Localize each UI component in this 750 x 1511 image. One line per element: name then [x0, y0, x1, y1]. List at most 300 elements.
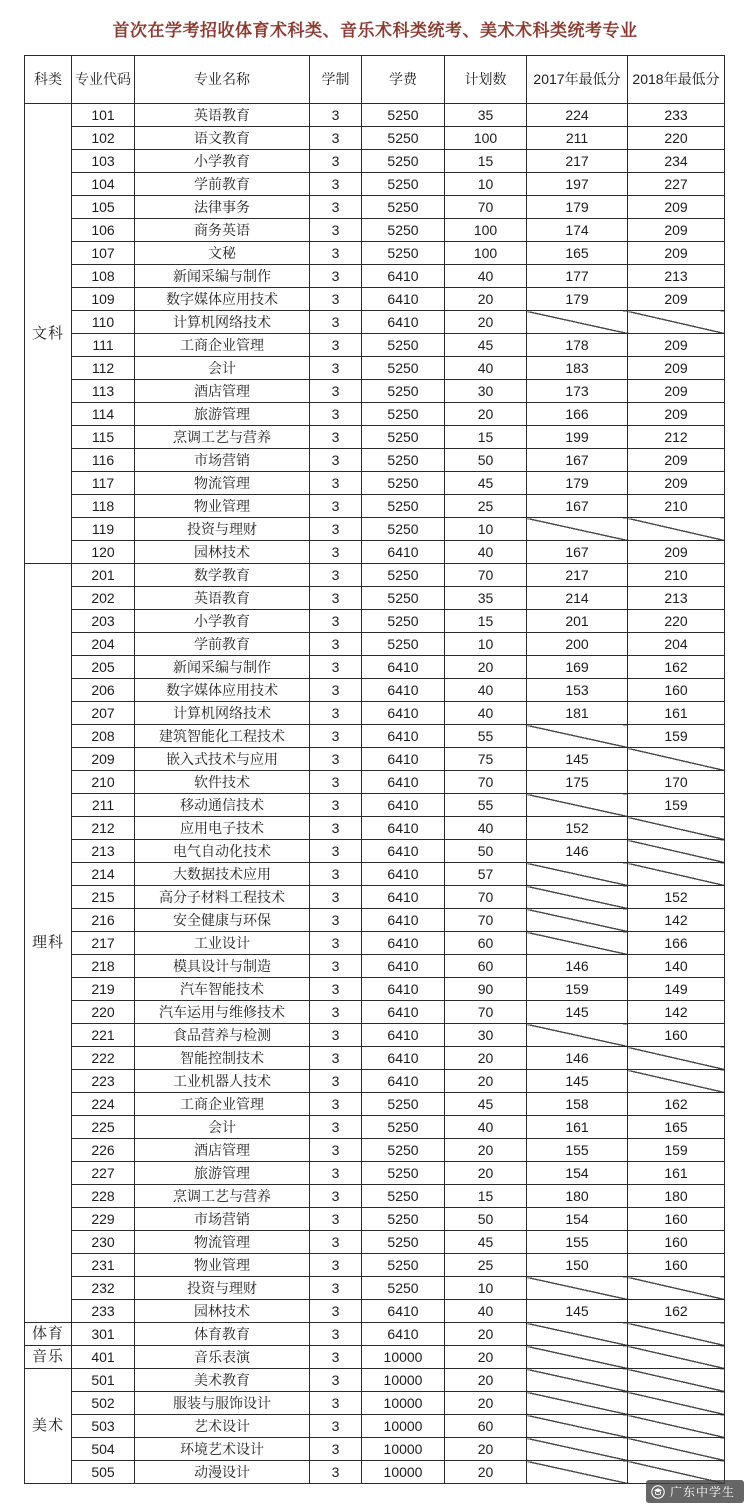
cell-tuition: 5250 [362, 633, 445, 656]
cell-plan: 40 [445, 679, 527, 702]
cell-duration: 3 [310, 1185, 362, 1208]
cell-name: 物流管理 [135, 1231, 310, 1254]
cell-name: 高分子材料工程技术 [135, 886, 310, 909]
cell-code: 218 [72, 955, 135, 978]
table-row [25, 610, 725, 633]
cell-score-2018 [628, 1392, 725, 1415]
cell-duration: 3 [310, 1415, 362, 1438]
cell-score-2018 [628, 1323, 725, 1346]
table-row [25, 1162, 725, 1185]
table-row [25, 725, 725, 748]
cell-name: 旅游管理 [135, 1162, 310, 1185]
cell-name: 酒店管理 [135, 380, 310, 403]
cell-tuition: 10000 [362, 1438, 445, 1461]
table-row [25, 449, 725, 472]
cell-duration: 3 [310, 472, 362, 495]
cell-score-2018: 209 [628, 541, 725, 564]
cell-code: 222 [72, 1047, 135, 1070]
cell-score-2018: 162 [628, 1300, 725, 1323]
cell-tuition: 6410 [362, 909, 445, 932]
table-row [25, 518, 725, 541]
cell-code: 109 [72, 288, 135, 311]
table-row [25, 748, 725, 771]
cell-score-2017 [527, 518, 628, 541]
cell-duration: 3 [310, 817, 362, 840]
cell-tuition: 5250 [362, 334, 445, 357]
table-row [25, 357, 725, 380]
cell-score-2018 [628, 1346, 725, 1369]
cell-name: 数字媒体应用技术 [135, 679, 310, 702]
column-header-name: 专业名称 [135, 56, 310, 104]
cell-score-2018: 210 [628, 564, 725, 587]
cell-score-2018: 160 [628, 1024, 725, 1047]
cell-score-2017: 211 [527, 127, 628, 150]
cell-plan: 90 [445, 978, 527, 1001]
cell-plan: 40 [445, 702, 527, 725]
cell-score-2018: 220 [628, 127, 725, 150]
cell-tuition: 6410 [362, 265, 445, 288]
cell-code: 232 [72, 1277, 135, 1300]
cell-score-2018: 160 [628, 679, 725, 702]
cell-score-2017: 197 [527, 173, 628, 196]
cell-score-2017: 224 [527, 104, 628, 127]
cell-score-2018: 209 [628, 196, 725, 219]
cell-duration: 3 [310, 978, 362, 1001]
cell-score-2018: 142 [628, 1001, 725, 1024]
cell-code: 226 [72, 1139, 135, 1162]
cell-plan: 35 [445, 104, 527, 127]
cell-score-2017: 145 [527, 748, 628, 771]
cell-code: 401 [72, 1346, 135, 1369]
cell-duration: 3 [310, 1323, 362, 1346]
cell-code: 210 [72, 771, 135, 794]
cell-duration: 3 [310, 886, 362, 909]
cell-name: 法律事务 [135, 196, 310, 219]
cell-tuition: 5250 [362, 587, 445, 610]
cell-score-2018 [628, 840, 725, 863]
cell-plan: 20 [445, 1369, 527, 1392]
cell-plan: 10 [445, 518, 527, 541]
table-row [25, 472, 725, 495]
cell-name: 物流管理 [135, 472, 310, 495]
cell-plan: 45 [445, 1231, 527, 1254]
table-row [25, 1047, 725, 1070]
table-row [25, 771, 725, 794]
cell-score-2017: 167 [527, 541, 628, 564]
cell-tuition: 6410 [362, 817, 445, 840]
cell-duration: 3 [310, 771, 362, 794]
cell-tuition: 6410 [362, 541, 445, 564]
cell-score-2018: 142 [628, 909, 725, 932]
cell-score-2017: 179 [527, 288, 628, 311]
cell-plan: 20 [445, 1139, 527, 1162]
cell-name: 市场营销 [135, 1208, 310, 1231]
cell-code: 202 [72, 587, 135, 610]
cell-tuition: 6410 [362, 288, 445, 311]
cell-plan: 20 [445, 288, 527, 311]
cell-plan: 70 [445, 1001, 527, 1024]
cell-score-2018: 209 [628, 380, 725, 403]
cell-code: 103 [72, 150, 135, 173]
cell-score-2017: 214 [527, 587, 628, 610]
cell-tuition: 6410 [362, 1024, 445, 1047]
cell-score-2017: 166 [527, 403, 628, 426]
cell-plan: 15 [445, 610, 527, 633]
cell-score-2018: 209 [628, 449, 725, 472]
cell-code: 504 [72, 1438, 135, 1461]
cell-duration: 3 [310, 679, 362, 702]
cell-tuition: 6410 [362, 748, 445, 771]
cell-plan: 100 [445, 219, 527, 242]
cell-plan: 55 [445, 725, 527, 748]
cell-tuition: 5250 [362, 564, 445, 587]
table-row [25, 1231, 725, 1254]
cell-duration: 3 [310, 564, 362, 587]
cell-score-2017 [527, 863, 628, 886]
cell-score-2017 [527, 932, 628, 955]
cell-plan: 20 [445, 1323, 527, 1346]
cell-code: 214 [72, 863, 135, 886]
cell-score-2017 [527, 1323, 628, 1346]
cell-score-2017: 177 [527, 265, 628, 288]
cell-name: 计算机网络技术 [135, 702, 310, 725]
cell-duration: 3 [310, 1162, 362, 1185]
cell-duration: 3 [310, 1254, 362, 1277]
cell-score-2018: 209 [628, 403, 725, 426]
cell-plan: 70 [445, 564, 527, 587]
table-row [25, 1185, 725, 1208]
table-row [25, 909, 725, 932]
cell-duration: 3 [310, 587, 362, 610]
cell-name: 安全健康与环保 [135, 909, 310, 932]
cell-code: 207 [72, 702, 135, 725]
cell-code: 116 [72, 449, 135, 472]
cell-code: 112 [72, 357, 135, 380]
cell-code: 106 [72, 219, 135, 242]
cell-score-2018: 165 [628, 1116, 725, 1139]
cell-plan: 20 [445, 1438, 527, 1461]
cell-tuition: 6410 [362, 1323, 445, 1346]
table-row [25, 495, 725, 518]
cell-code: 111 [72, 334, 135, 357]
cell-code: 225 [72, 1116, 135, 1139]
cell-score-2017 [527, 1438, 628, 1461]
cell-name: 计算机网络技术 [135, 311, 310, 334]
cell-plan: 20 [445, 1047, 527, 1070]
cell-duration: 3 [310, 173, 362, 196]
table-row [25, 633, 725, 656]
cell-plan: 45 [445, 1093, 527, 1116]
cell-score-2018: 159 [628, 725, 725, 748]
table-row [25, 1323, 725, 1346]
cell-duration: 3 [310, 1070, 362, 1093]
cell-name: 嵌入式技术与应用 [135, 748, 310, 771]
cell-score-2017: 153 [527, 679, 628, 702]
cell-duration: 3 [310, 1300, 362, 1323]
cell-score-2018 [628, 518, 725, 541]
cell-plan: 20 [445, 1392, 527, 1415]
cell-plan: 45 [445, 472, 527, 495]
cell-tuition: 5250 [362, 1208, 445, 1231]
table-row [25, 863, 725, 886]
cell-tuition: 5250 [362, 1277, 445, 1300]
cell-plan: 60 [445, 932, 527, 955]
cell-score-2018: 160 [628, 1208, 725, 1231]
cell-code: 213 [72, 840, 135, 863]
cell-score-2017: 181 [527, 702, 628, 725]
cell-score-2018: 209 [628, 288, 725, 311]
cell-name: 艺术设计 [135, 1415, 310, 1438]
cell-code: 104 [72, 173, 135, 196]
cell-score-2017: 217 [527, 150, 628, 173]
table-row [25, 955, 725, 978]
cell-tuition: 5250 [362, 196, 445, 219]
cell-code: 120 [72, 541, 135, 564]
cell-code: 230 [72, 1231, 135, 1254]
table-row [25, 380, 725, 403]
cell-name: 小学教育 [135, 150, 310, 173]
table-row [25, 1116, 725, 1139]
cell-score-2017: 173 [527, 380, 628, 403]
cell-code: 118 [72, 495, 135, 518]
cell-plan: 50 [445, 1208, 527, 1231]
cell-tuition: 6410 [362, 1300, 445, 1323]
cell-score-2017: 183 [527, 357, 628, 380]
table-row [25, 127, 725, 150]
cell-tuition: 6410 [362, 886, 445, 909]
cell-score-2018: 152 [628, 886, 725, 909]
cell-name: 新闻采编与制作 [135, 656, 310, 679]
cell-code: 201 [72, 564, 135, 587]
cell-name: 市场营销 [135, 449, 310, 472]
table-body [25, 104, 725, 1484]
cell-plan: 75 [445, 748, 527, 771]
column-header-tuition: 学费 [362, 56, 445, 104]
cell-code: 203 [72, 610, 135, 633]
cell-score-2018: 160 [628, 1254, 725, 1277]
cell-code: 212 [72, 817, 135, 840]
header-row [25, 56, 725, 104]
cell-tuition: 5250 [362, 173, 445, 196]
cell-score-2017 [527, 1277, 628, 1300]
cell-tuition: 5250 [362, 1231, 445, 1254]
cell-code: 223 [72, 1070, 135, 1093]
cell-score-2018 [628, 817, 725, 840]
table-row [25, 1415, 725, 1438]
cell-score-2017: 167 [527, 449, 628, 472]
admissions-table [24, 55, 725, 1484]
cell-duration: 3 [310, 932, 362, 955]
category-cell: 体育 [25, 1323, 72, 1346]
cell-score-2017: 154 [527, 1162, 628, 1185]
cell-name: 英语教育 [135, 104, 310, 127]
cell-plan: 20 [445, 1070, 527, 1093]
cell-code: 117 [72, 472, 135, 495]
cell-code: 107 [72, 242, 135, 265]
cell-name: 物业管理 [135, 495, 310, 518]
column-header-duration: 学制 [310, 56, 362, 104]
table-row [25, 656, 725, 679]
cell-duration: 3 [310, 288, 362, 311]
page-title: 首次在学考招收体育术科类、音乐术科类统考、美术术科类统考专业 [112, 21, 638, 40]
table-row [25, 817, 725, 840]
cell-score-2017 [527, 1392, 628, 1415]
cell-score-2018: 204 [628, 633, 725, 656]
cell-score-2018: 209 [628, 472, 725, 495]
table-row [25, 1369, 725, 1392]
cell-score-2018: 159 [628, 794, 725, 817]
cell-tuition: 5250 [362, 219, 445, 242]
cell-duration: 3 [310, 1392, 362, 1415]
cell-duration: 3 [310, 104, 362, 127]
cell-code: 228 [72, 1185, 135, 1208]
cell-code: 119 [72, 518, 135, 541]
cell-plan: 70 [445, 196, 527, 219]
column-header-code: 专业代码 [72, 56, 135, 104]
cell-duration: 3 [310, 219, 362, 242]
cell-code: 215 [72, 886, 135, 909]
cell-tuition: 5250 [362, 380, 445, 403]
cell-tuition: 5250 [362, 1139, 445, 1162]
cell-plan: 10 [445, 1277, 527, 1300]
table-header [25, 56, 725, 104]
cell-plan: 50 [445, 840, 527, 863]
table-row [25, 219, 725, 242]
cell-score-2017: 165 [527, 242, 628, 265]
table-row [25, 564, 725, 587]
cell-name: 园林技术 [135, 541, 310, 564]
cell-plan: 40 [445, 541, 527, 564]
cell-name: 大数据技术应用 [135, 863, 310, 886]
cell-score-2017: 178 [527, 334, 628, 357]
cell-name: 英语教育 [135, 587, 310, 610]
cell-duration: 3 [310, 196, 362, 219]
cell-code: 108 [72, 265, 135, 288]
cell-tuition: 5250 [362, 426, 445, 449]
cell-duration: 3 [310, 1116, 362, 1139]
cell-code: 233 [72, 1300, 135, 1323]
cell-duration: 3 [310, 610, 362, 633]
cell-plan: 70 [445, 909, 527, 932]
column-header-score-2018: 2018年最低分 [628, 56, 725, 104]
cell-score-2017: 174 [527, 219, 628, 242]
cell-tuition: 10000 [362, 1415, 445, 1438]
cell-tuition: 5250 [362, 449, 445, 472]
table-row [25, 196, 725, 219]
cell-score-2018: 213 [628, 587, 725, 610]
cell-name: 酒店管理 [135, 1139, 310, 1162]
cell-score-2018: 149 [628, 978, 725, 1001]
cell-duration: 3 [310, 748, 362, 771]
cell-score-2017 [527, 909, 628, 932]
cell-duration: 3 [310, 1047, 362, 1070]
cell-duration: 3 [310, 840, 362, 863]
cell-duration: 3 [310, 1024, 362, 1047]
category-cell: 美术 [25, 1369, 72, 1484]
cell-name: 汽车智能技术 [135, 978, 310, 1001]
cell-duration: 3 [310, 426, 362, 449]
table-row [25, 1277, 725, 1300]
table-row [25, 794, 725, 817]
cell-name: 会计 [135, 357, 310, 380]
cell-plan: 70 [445, 771, 527, 794]
cell-name: 音乐表演 [135, 1346, 310, 1369]
cell-score-2018: 233 [628, 104, 725, 127]
cell-score-2017 [527, 1461, 628, 1484]
cell-tuition: 5250 [362, 1116, 445, 1139]
cell-name: 小学教育 [135, 610, 310, 633]
cell-score-2017 [527, 1369, 628, 1392]
table-row [25, 932, 725, 955]
cell-score-2018 [628, 1415, 725, 1438]
table-row [25, 173, 725, 196]
cell-score-2018: 227 [628, 173, 725, 196]
cell-score-2017: 199 [527, 426, 628, 449]
cell-score-2017: 200 [527, 633, 628, 656]
table-row [25, 288, 725, 311]
cell-name: 数学教育 [135, 564, 310, 587]
cell-score-2017: 217 [527, 564, 628, 587]
cell-score-2017: 145 [527, 1070, 628, 1093]
cell-score-2017: 146 [527, 840, 628, 863]
cell-duration: 3 [310, 1139, 362, 1162]
cell-plan: 40 [445, 817, 527, 840]
cell-tuition: 6410 [362, 955, 445, 978]
table-row [25, 1024, 725, 1047]
cell-score-2018: 162 [628, 1093, 725, 1116]
cell-code: 217 [72, 932, 135, 955]
cell-duration: 3 [310, 127, 362, 150]
cell-plan: 40 [445, 1116, 527, 1139]
cell-name: 烹调工艺与营养 [135, 426, 310, 449]
cell-tuition: 10000 [362, 1392, 445, 1415]
cell-code: 208 [72, 725, 135, 748]
cell-tuition: 5250 [362, 1254, 445, 1277]
cell-tuition: 6410 [362, 679, 445, 702]
cell-score-2017: 155 [527, 1231, 628, 1254]
cell-tuition: 5250 [362, 495, 445, 518]
cell-score-2017 [527, 311, 628, 334]
cell-tuition: 6410 [362, 863, 445, 886]
cell-tuition: 6410 [362, 702, 445, 725]
cell-tuition: 5250 [362, 357, 445, 380]
cell-code: 502 [72, 1392, 135, 1415]
column-header-category: 科类 [25, 56, 72, 104]
cell-name: 模具设计与制造 [135, 955, 310, 978]
cell-tuition: 6410 [362, 311, 445, 334]
cell-code: 102 [72, 127, 135, 150]
category-cell: 文科 [25, 104, 72, 564]
cell-name: 汽车运用与维修技术 [135, 1001, 310, 1024]
cell-score-2017 [527, 725, 628, 748]
cell-score-2018 [628, 748, 725, 771]
cell-name: 体育教育 [135, 1323, 310, 1346]
cell-plan: 30 [445, 380, 527, 403]
cell-duration: 3 [310, 311, 362, 334]
cell-code: 505 [72, 1461, 135, 1484]
table-row [25, 679, 725, 702]
cell-score-2017: 179 [527, 196, 628, 219]
cell-code: 114 [72, 403, 135, 426]
cell-name: 环境艺术设计 [135, 1438, 310, 1461]
cell-score-2017: 150 [527, 1254, 628, 1277]
cell-score-2017: 201 [527, 610, 628, 633]
table-row [25, 1438, 725, 1461]
cell-code: 227 [72, 1162, 135, 1185]
table-row [25, 886, 725, 909]
cell-duration: 3 [310, 725, 362, 748]
cell-tuition: 5250 [362, 1185, 445, 1208]
